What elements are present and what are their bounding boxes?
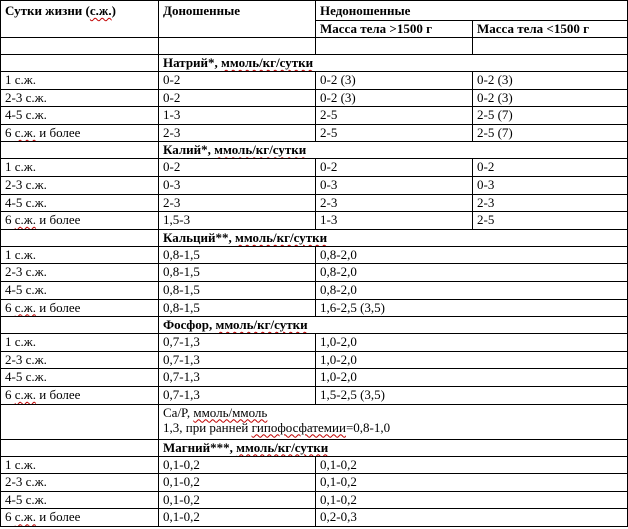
lt1500-cell: 2-5 (7)	[473, 124, 628, 142]
preterm-cell: 0,8-2,0	[316, 264, 628, 282]
table-row	[1, 474, 628, 492]
lt1500-cell: 0-2 (3)	[473, 89, 628, 107]
age-cell: 2-3 с.ж.	[1, 474, 159, 492]
header-days-abbr: с.ж.	[89, 3, 112, 18]
table-row	[1, 491, 628, 509]
age-cell: 4-5 с.ж.	[1, 369, 159, 387]
age-cell: 2-3 с.ж.	[1, 176, 159, 194]
section-spacer	[1, 404, 159, 439]
blank-cell	[1, 38, 159, 55]
lt1500-cell: 2-5	[473, 212, 628, 230]
blank-cell	[473, 38, 628, 55]
section-ca-p	[1, 404, 628, 439]
table-row	[1, 456, 628, 474]
header-gt1500: Масса тела >1500 г	[316, 21, 473, 38]
age-cell: 6 с.ж. и более	[1, 212, 159, 230]
section-spacer	[1, 439, 159, 456]
table-row	[1, 124, 628, 142]
table-row	[1, 299, 628, 317]
age-cell: 6 с.ж. и более	[1, 386, 159, 404]
term-cell: 0-2	[159, 159, 316, 177]
header-row	[1, 1, 628, 21]
age-cell: 1 с.ж.	[1, 72, 159, 90]
preterm-cell: 0,8-2,0	[316, 281, 628, 299]
age-cell: 1 с.ж.	[1, 334, 159, 352]
header-days-close: )	[111, 3, 116, 18]
section-title-ca-p: Ca/P, ммоль/ммоль	[163, 404, 268, 420]
preterm-cell: 1,6-2,5 (3,5)	[316, 299, 628, 317]
section-spacer	[1, 55, 159, 72]
table-row	[1, 351, 628, 369]
table-row	[1, 369, 628, 387]
table-row	[1, 107, 628, 125]
section-title-calcium: Кальций**, ммоль/кг/сутки	[159, 229, 628, 246]
section-title-potassium: Калий*, ммоль/кг/сутки	[159, 142, 628, 159]
term-cell: 0-2	[159, 89, 316, 107]
section-title-phosphorus: Фосфор, ммоль/кг/сутки	[159, 317, 628, 334]
section-header-potassium	[1, 142, 628, 159]
blank-row	[1, 38, 628, 55]
lt1500-cell: 2-5 (7)	[473, 107, 628, 125]
header-term: Доношенные	[159, 1, 316, 38]
preterm-cell: 0,1-0,2	[316, 456, 628, 474]
table-row	[1, 334, 628, 352]
preterm-cell: 0,1-0,2	[316, 474, 628, 492]
ca-p-cell	[159, 404, 628, 439]
term-cell: 0-3	[159, 176, 316, 194]
preterm-cell: 1,0-2,0	[316, 334, 628, 352]
term-cell: 0,1-0,2	[159, 491, 316, 509]
term-cell: 0,8-1,5	[159, 246, 316, 264]
header-preterm: Недоношенные	[316, 1, 628, 21]
table-row	[1, 246, 628, 264]
section-title-magnesium: Магний***, ммоль/кг/сутки	[159, 439, 628, 456]
term-cell: 0,7-1,3	[159, 369, 316, 387]
term-cell: 2-3	[159, 194, 316, 212]
lt1500-cell: 0-2	[473, 159, 628, 177]
table-row	[1, 194, 628, 212]
blank-cell	[159, 38, 316, 55]
section-spacer	[1, 317, 159, 334]
term-cell: 0,1-0,2	[159, 456, 316, 474]
age-cell: 6 с.ж. и более	[1, 124, 159, 142]
header-days-label: Сутки жизни (	[5, 3, 90, 18]
age-cell: 4-5 с.ж.	[1, 491, 159, 509]
gt1500-cell: 0-2 (3)	[316, 72, 473, 90]
age-cell: 1 с.ж.	[1, 159, 159, 177]
term-cell: 1,5-3	[159, 212, 316, 230]
age-cell: 2-3 с.ж.	[1, 351, 159, 369]
age-cell: 6 с.ж. и более	[1, 509, 159, 527]
section-title-sodium: Натрий*, ммоль/кг/сутки	[159, 55, 628, 72]
section-header-calcium	[1, 229, 628, 246]
preterm-cell: 0,8-2,0	[316, 246, 628, 264]
term-cell: 0,1-0,2	[159, 509, 316, 527]
header-days	[1, 1, 159, 38]
section-spacer	[1, 142, 159, 159]
gt1500-cell: 2-3	[316, 194, 473, 212]
header-lt1500: Масса тела <1500 г	[473, 21, 628, 38]
lt1500-cell: 2-3	[473, 194, 628, 212]
lt1500-cell: 0-3	[473, 176, 628, 194]
table-row	[1, 212, 628, 230]
table-row	[1, 386, 628, 404]
gt1500-cell: 2-5	[316, 124, 473, 142]
ca-p-value: 1,3, при ранней гипофосфатемии=0,8-1,0	[163, 419, 391, 435]
age-cell: 4-5 с.ж.	[1, 194, 159, 212]
section-header-magnesium	[1, 439, 628, 456]
term-cell: 0,7-1,3	[159, 386, 316, 404]
age-cell: 2-3 с.ж.	[1, 89, 159, 107]
term-cell: 0,8-1,5	[159, 299, 316, 317]
term-cell: 0,8-1,5	[159, 264, 316, 282]
gt1500-cell: 0-2 (3)	[316, 89, 473, 107]
preterm-cell: 1,0-2,0	[316, 351, 628, 369]
table-row	[1, 281, 628, 299]
age-cell: 1 с.ж.	[1, 456, 159, 474]
age-cell: 4-5 с.ж.	[1, 281, 159, 299]
term-cell: 0,8-1,5	[159, 281, 316, 299]
preterm-cell: 0,2-0,3	[316, 509, 628, 527]
section-header-sodium	[1, 55, 628, 72]
blank-cell	[316, 38, 473, 55]
term-cell: 0,1-0,2	[159, 474, 316, 492]
age-cell: 2-3 с.ж.	[1, 264, 159, 282]
preterm-cell: 0,1-0,2	[316, 491, 628, 509]
section-header-phosphorus	[1, 317, 628, 334]
table-row	[1, 72, 628, 90]
term-cell: 0,7-1,3	[159, 351, 316, 369]
table-row	[1, 159, 628, 177]
age-cell: 1 с.ж.	[1, 246, 159, 264]
age-cell: 4-5 с.ж.	[1, 107, 159, 125]
term-cell: 2-3	[159, 124, 316, 142]
gt1500-cell: 0-2	[316, 159, 473, 177]
term-cell: 0,7-1,3	[159, 334, 316, 352]
gt1500-cell: 0-3	[316, 176, 473, 194]
term-cell: 1-3	[159, 107, 316, 125]
table-row	[1, 89, 628, 107]
term-cell: 0-2	[159, 72, 316, 90]
table-row	[1, 176, 628, 194]
age-cell: 6 с.ж. и более	[1, 299, 159, 317]
preterm-cell: 1,5-2,5 (3,5)	[316, 386, 628, 404]
gt1500-cell: 2-5	[316, 107, 473, 125]
table-row	[1, 509, 628, 527]
section-spacer	[1, 229, 159, 246]
preterm-cell: 1,0-2,0	[316, 369, 628, 387]
lt1500-cell: 0-2 (3)	[473, 72, 628, 90]
table-row	[1, 264, 628, 282]
gt1500-cell: 1-3	[316, 212, 473, 230]
